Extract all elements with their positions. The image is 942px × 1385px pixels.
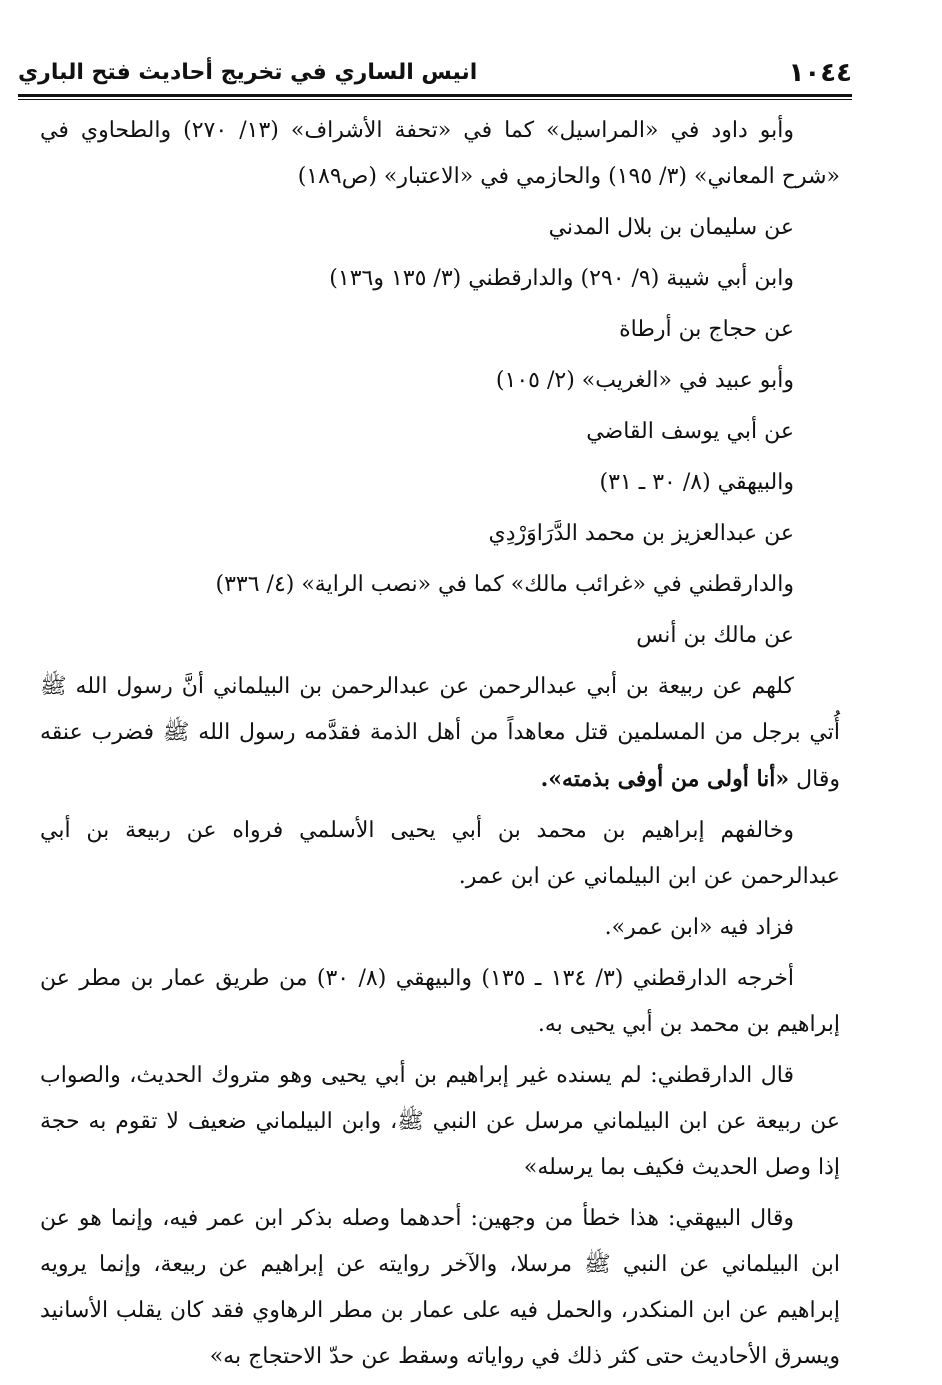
narrator-line: عن سليمان بن بلال المدني [548,215,794,240]
header-rule [18,94,852,100]
narrator-line: عن مالك بن أنس [636,623,794,648]
page-header [18,54,852,92]
narrator-line: عن حجاج بن أرطاة [619,317,794,342]
hadith-quote: «أنا أولى من أوفى بذمته». [540,766,790,792]
page-number: ١٠٤٤ [788,58,852,88]
source-line: وأبو عبيد في «الغريب» (٢/ ١٠٥) [495,368,794,393]
narrator-line: عن عبدالعزيز بن محمد الدَّرَاوَرْدِي [488,521,794,546]
paragraph: أخرجه الدارقطني (٣/ ١٣٤ ـ ١٣٥) والبيهقي (٨/ ٣٠) من طريق عمار بن مطر عن إبراهيم بن محمد بن أبي يحيى به. [40,966,840,1037]
source-line: والبيهقي (٨/ ٣٠ ـ ٣١) [599,470,794,495]
running-title: انيس الساري في تخريج أحاديث فتح الباري [18,60,478,85]
paragraph: قال الدارقطني: لم يسنده غير إبراهيم بن أبي يحيى وهو متروك الحديث، والصواب عن ربيعة عن ابن البيلماني مرسل عن النبي ﷺ، وابن البيلماني ضعيف لا تقوم به حجة إذا وصل الحديث فكيف بما يرسله» [40,1063,840,1180]
source-line: والدارقطني في «غرائب مالك» كما في «نصب الراية» (٤/ ٣٣٦) [215,572,794,597]
narrator-line: عن أبي يوسف القاضي [586,419,794,444]
page-body [40,108,840,1385]
source-line: وابن أبي شيبة (٩/ ٢٩٠) والدارقطني (٣/ ١٣٥ و١٣٦) [329,266,794,291]
paragraph: وخالفهم إبراهيم بن محمد بن أبي يحيى الأسلمي فرواه عن ربيعة بن أبي عبدالرحمن عن ابن البيلماني عن ابن عمر. [40,818,840,889]
paragraph: وأبو داود في «المراسيل» كما في «تحفة الأشراف» (١٣/ ٢٧٠) والطحاوي في «شرح المعاني» (٣/ ١٩٥) والحازمي في «الاعتبار» (ص١٨٩) [40,118,840,189]
paragraph: فزاد فيه «ابن عمر». [604,915,794,940]
hadith-paragraph [40,664,840,803]
paragraph: وقال البيهقي: هذا خطأ من وجهين: أحدهما وصله بذكر ابن عمر فيه، وإنما هو عن ابن البيلماني عن النبي ﷺ مرسلا، والآخر روايته عن إبراهيم عن ربيعة، وإنما يرويه إبراهيم عن ابن المنكدر، والحمل فيه على عمار بن مطر الرهاوي فقد كان يقلب الأسانيد ويسرق الأحاديث حتى كثر ذلك في رواياته وسقط عن حدّ الاحتجاج به» [40,1206,840,1369]
hadith-text: كلهم عن ربيعة بن أبي عبدالرحمن عن عبدالرحمن بن البيلماني أنَّ رسول الله ﷺ أُتي برجل من المسلمين قتل معاهداً من أهل الذمة فقدَّمه رسول الله ﷺ فضرب عنقه وقال [40,674,840,792]
